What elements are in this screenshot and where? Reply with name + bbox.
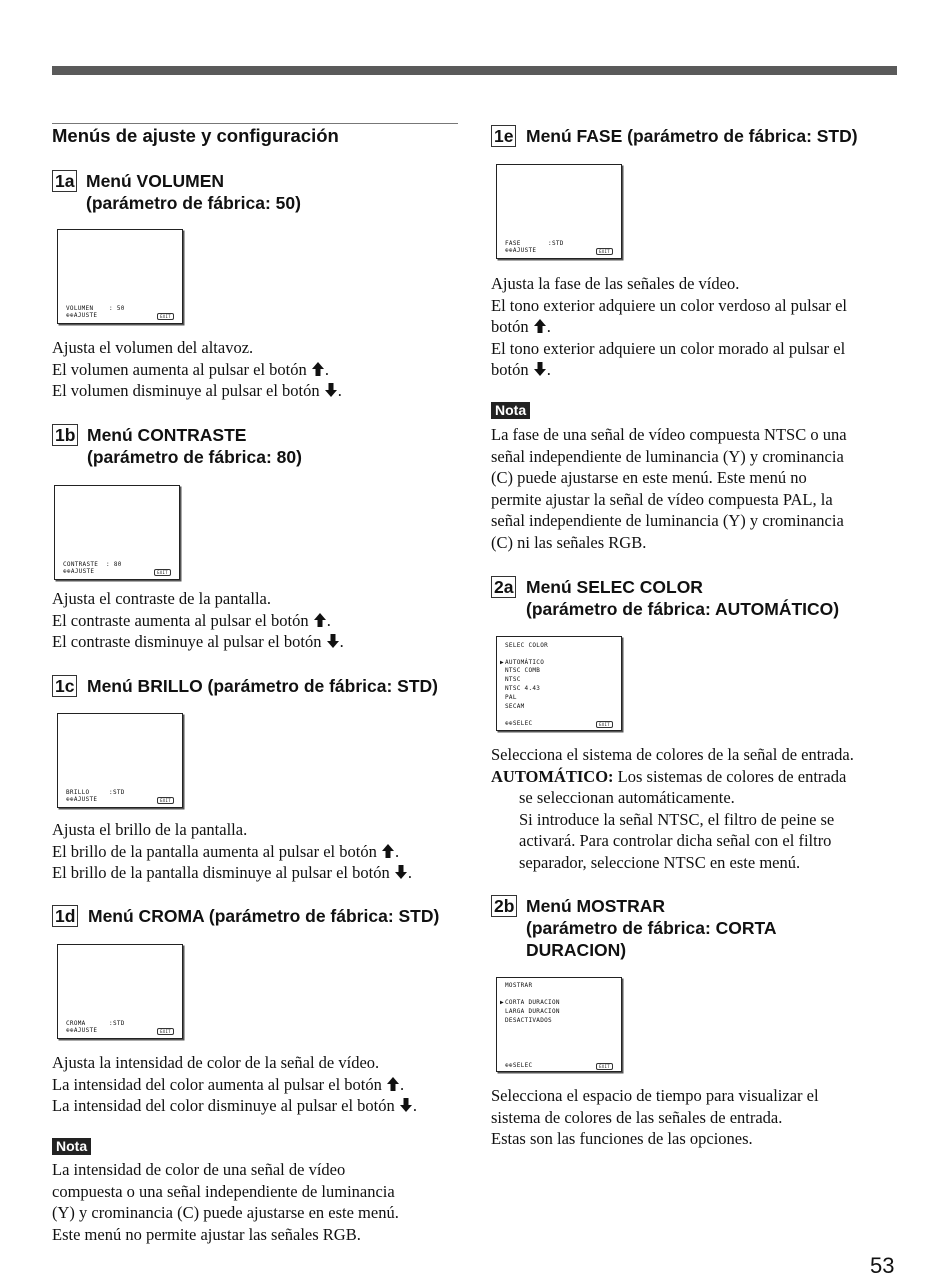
heading-2a: [491, 576, 911, 620]
nota-1e-line: permite ajustar la señal de vídeo compuesta PAL, la: [491, 489, 833, 509]
select-buttons-icon: ⊕⊕: [505, 720, 513, 727]
screen-select-line: ⊕⊕SELEC: [505, 1062, 533, 1069]
text-2a: [491, 744, 854, 874]
text-1a-p3: El volumen disminuye al pulsar el botón .: [52, 381, 342, 401]
screen-value-line: FASE :STD: [505, 240, 564, 247]
text-2a-term-line: Si introduce la señal NTSC, el filtro de peine se: [519, 809, 835, 829]
screen-option: AUTOMÁTICO: [505, 659, 545, 666]
selection-arrow-icon: ▶: [500, 999, 504, 1006]
screen-title: MOSTRAR: [505, 982, 533, 989]
arrow-down-icon: [399, 1097, 413, 1113]
text-1d-p3: La intensidad del color disminuye al pulsar el botón .: [52, 1096, 418, 1116]
nota-1d-line: (Y) y crominancia (C) puede ajustarse en este menú.: [52, 1203, 399, 1223]
text-1c: [52, 819, 412, 884]
screen-option: NTSC 4.43: [505, 685, 541, 692]
screen-value-line: CONTRASTE : 80: [63, 561, 122, 568]
nota-1e-line: señal independiente de luminancia (Y) y crominancia: [491, 511, 844, 531]
heading-2b-line3: DURACION): [526, 940, 627, 960]
text-1d: [52, 1052, 417, 1117]
text-2a-p1: Selecciona el sistema de colores de la señal de entrada.: [491, 745, 854, 764]
text-2a-term: AUTOMÁTICO: Los sistemas de colores de entrada: [491, 766, 847, 786]
text-1b-p3: El contraste disminuye al pulsar el botón .: [52, 632, 344, 652]
heading-1d: [52, 905, 462, 927]
screen-option: NTSC COMB: [505, 667, 541, 674]
exit-icon: EXIT: [596, 248, 613, 255]
text-1c-p3: El brillo de la pantalla disminuye al pulsar el botón .: [52, 863, 412, 883]
select-buttons-icon: ⊕⊕: [505, 1062, 513, 1069]
screen-value-line: VOLUMEN : 50: [66, 305, 125, 312]
nota-1e-line: La fase de una señal de vídeo compuesta NTSC o una: [491, 425, 847, 444]
heading-1c-line1: Menú BRILLO (parámetro de fábrica: STD): [87, 676, 439, 696]
adjust-buttons-icon: ⊕⊕: [66, 796, 74, 803]
screen-option: DESACTIVADOS: [505, 1017, 552, 1024]
tag-1c: 1c: [52, 675, 77, 697]
heading-2b-line1: Menú MOSTRAR: [526, 896, 666, 916]
text-2b-p2: sistema de colores de las señales de entrada.: [491, 1107, 783, 1127]
adjust-buttons-icon: ⊕⊕: [66, 312, 74, 319]
text-1c-p2: El brillo de la pantalla aumenta al pulsar el botón .: [52, 841, 400, 861]
exit-icon: EXIT: [596, 721, 613, 728]
exit-icon: EXIT: [596, 1063, 613, 1070]
heading-1b-line1: Menú CONTRASTE: [87, 425, 247, 445]
heading-1b: [52, 424, 452, 468]
exit-icon: EXIT: [157, 1028, 174, 1035]
arrow-down-icon: [326, 633, 340, 649]
text-1c-p1: Ajusta el brillo de la pantalla.: [52, 820, 248, 839]
heading-2b: [491, 895, 911, 961]
arrow-up-icon: [381, 843, 395, 859]
text-1b: [52, 588, 344, 653]
selection-arrow-icon: ▶: [500, 659, 504, 666]
section-rule: [52, 123, 458, 124]
screen-volumen: [57, 229, 183, 324]
text-2b-p1: Selecciona el espacio de tiempo para visualizar el: [491, 1086, 819, 1105]
arrow-down-icon: [324, 382, 338, 398]
arrow-down-icon: [533, 361, 547, 377]
nota-1d-line: Este menú no permite ajustar las señales RGB.: [52, 1224, 361, 1244]
adjust-buttons-icon: ⊕⊕: [63, 568, 71, 575]
top-rule: [52, 66, 897, 75]
screen-value-line: CROMA :STD: [66, 1020, 125, 1027]
adjust-buttons-icon: ⊕⊕: [66, 1027, 74, 1034]
text-1e-p3: El tono exterior adquiere un color morado al pulsar el: [491, 338, 846, 358]
tag-1d: 1d: [52, 905, 78, 927]
screen-option: CORTA DURACION: [505, 999, 560, 1006]
heading-1a: [52, 170, 452, 214]
tag-2a: 2a: [491, 576, 516, 598]
screen-mostrar: [496, 977, 622, 1072]
screen-adjust-line: ⊕⊕AJUSTE: [505, 247, 537, 254]
screen-option: SECAM: [505, 703, 525, 710]
text-1a-p1: Ajusta el volumen del altavoz.: [52, 338, 254, 357]
text-1e: [491, 273, 847, 381]
nota-1e-line: señal independiente de luminancia (Y) y crominancia: [491, 446, 844, 466]
tag-2b: 2b: [491, 895, 517, 917]
screen-contraste: [54, 485, 180, 580]
tag-1e: 1e: [491, 125, 516, 147]
screen-adjust-line: ⊕⊕AJUSTE: [66, 312, 98, 319]
heading-1c: [52, 675, 457, 697]
screen-adjust-line: ⊕⊕AJUSTE: [66, 796, 98, 803]
text-2b: [491, 1085, 819, 1150]
screen-adjust-line: ⊕⊕AJUSTE: [66, 1027, 98, 1034]
screen-selec-color: [496, 636, 622, 731]
heading-1e: [491, 125, 911, 147]
heading-1e-line1: Menú FASE (parámetro de fábrica: STD): [526, 126, 858, 146]
arrow-up-icon: [533, 318, 547, 334]
screen-title: SELEC COLOR: [505, 642, 549, 649]
heading-1b-line2: (parámetro de fábrica: 80): [87, 447, 302, 467]
section-title: Menús de ajuste y configuración: [52, 125, 339, 146]
text-1a: [52, 337, 342, 402]
screen-option: PAL: [505, 694, 517, 701]
screen-option: NTSC: [505, 676, 521, 683]
text-1b-p1: Ajusta el contraste de la pantalla.: [52, 589, 271, 608]
heading-1d-line1: Menú CROMA (parámetro de fábrica: STD): [88, 906, 440, 926]
tag-1a: 1a: [52, 170, 77, 192]
screen-adjust-line: ⊕⊕AJUSTE: [63, 568, 95, 575]
nota-1d-line: La intensidad de color de una señal de vídeo: [52, 1160, 346, 1179]
exit-icon: EXIT: [157, 797, 174, 804]
screen-select-line: ⊕⊕SELEC: [505, 720, 533, 727]
nota-label-1d: Nota: [52, 1138, 91, 1155]
text-1e-p2b: botón .: [491, 317, 551, 337]
text-2a-term-line: activará. Para controlar dicha señal con el filtro: [519, 831, 832, 851]
text-2a-term-line: separador, seleccione NTSC en este menú.: [519, 852, 801, 872]
exit-icon: EXIT: [157, 313, 174, 320]
text-1d-p1: Ajusta la intensidad de color de la señal de vídeo.: [52, 1053, 380, 1072]
text-1a-p2: El volumen aumenta al pulsar el botón .: [52, 359, 330, 379]
heading-2b-line2: (parámetro de fábrica: CORTA: [526, 918, 777, 938]
heading-1a-line1: Menú VOLUMEN: [86, 171, 225, 191]
nota-1e-line: (C) ni las señales RGB.: [491, 532, 647, 552]
exit-icon: EXIT: [154, 569, 171, 576]
term-automatico: AUTOMÁTICO:: [491, 766, 614, 786]
screen-option: LARGA DURACION: [505, 1008, 560, 1015]
text-1e-p3b: botón .: [491, 360, 551, 380]
text-2b-p3: Estas son las funciones de las opciones.: [491, 1129, 753, 1149]
text-2a-term-line: se seleccionan automáticamente.: [519, 788, 735, 808]
text-1e-p1: Ajusta la fase de las señales de vídeo.: [491, 274, 740, 293]
text-1e-p2: El tono exterior adquiere un color verdoso al pulsar el: [491, 295, 848, 315]
screen-brillo: [57, 713, 183, 808]
arrow-up-icon: [386, 1076, 400, 1092]
nota-1e-line: (C) puede ajustarse en este menú. Este menú no: [491, 468, 807, 488]
nota-text-1e: [491, 424, 847, 554]
arrow-up-icon: [311, 361, 325, 377]
text-1d-p2: La intensidad del color aumenta al pulsar el botón .: [52, 1074, 405, 1094]
nota-1d-line: compuesta o una señal independiente de luminancia: [52, 1181, 395, 1201]
text-1b-p2: El contraste aumenta al pulsar el botón .: [52, 610, 331, 630]
screen-croma: [57, 944, 183, 1039]
heading-1a-line2: (parámetro de fábrica: 50): [86, 193, 301, 213]
heading-2a-line1: Menú SELEC COLOR: [526, 577, 703, 597]
nota-text-1d: [52, 1159, 399, 1245]
tag-1b: 1b: [52, 424, 78, 446]
screen-fase: [496, 164, 622, 259]
arrow-down-icon: [394, 864, 408, 880]
nota-label-1e: Nota: [491, 402, 530, 419]
adjust-buttons-icon: ⊕⊕: [505, 247, 513, 254]
arrow-up-icon: [313, 612, 327, 628]
screen-value-line: BRILLO :STD: [66, 789, 125, 796]
heading-2a-line2: (parámetro de fábrica: AUTOMÁTICO): [526, 599, 840, 619]
page-number: 53: [870, 1253, 895, 1278]
